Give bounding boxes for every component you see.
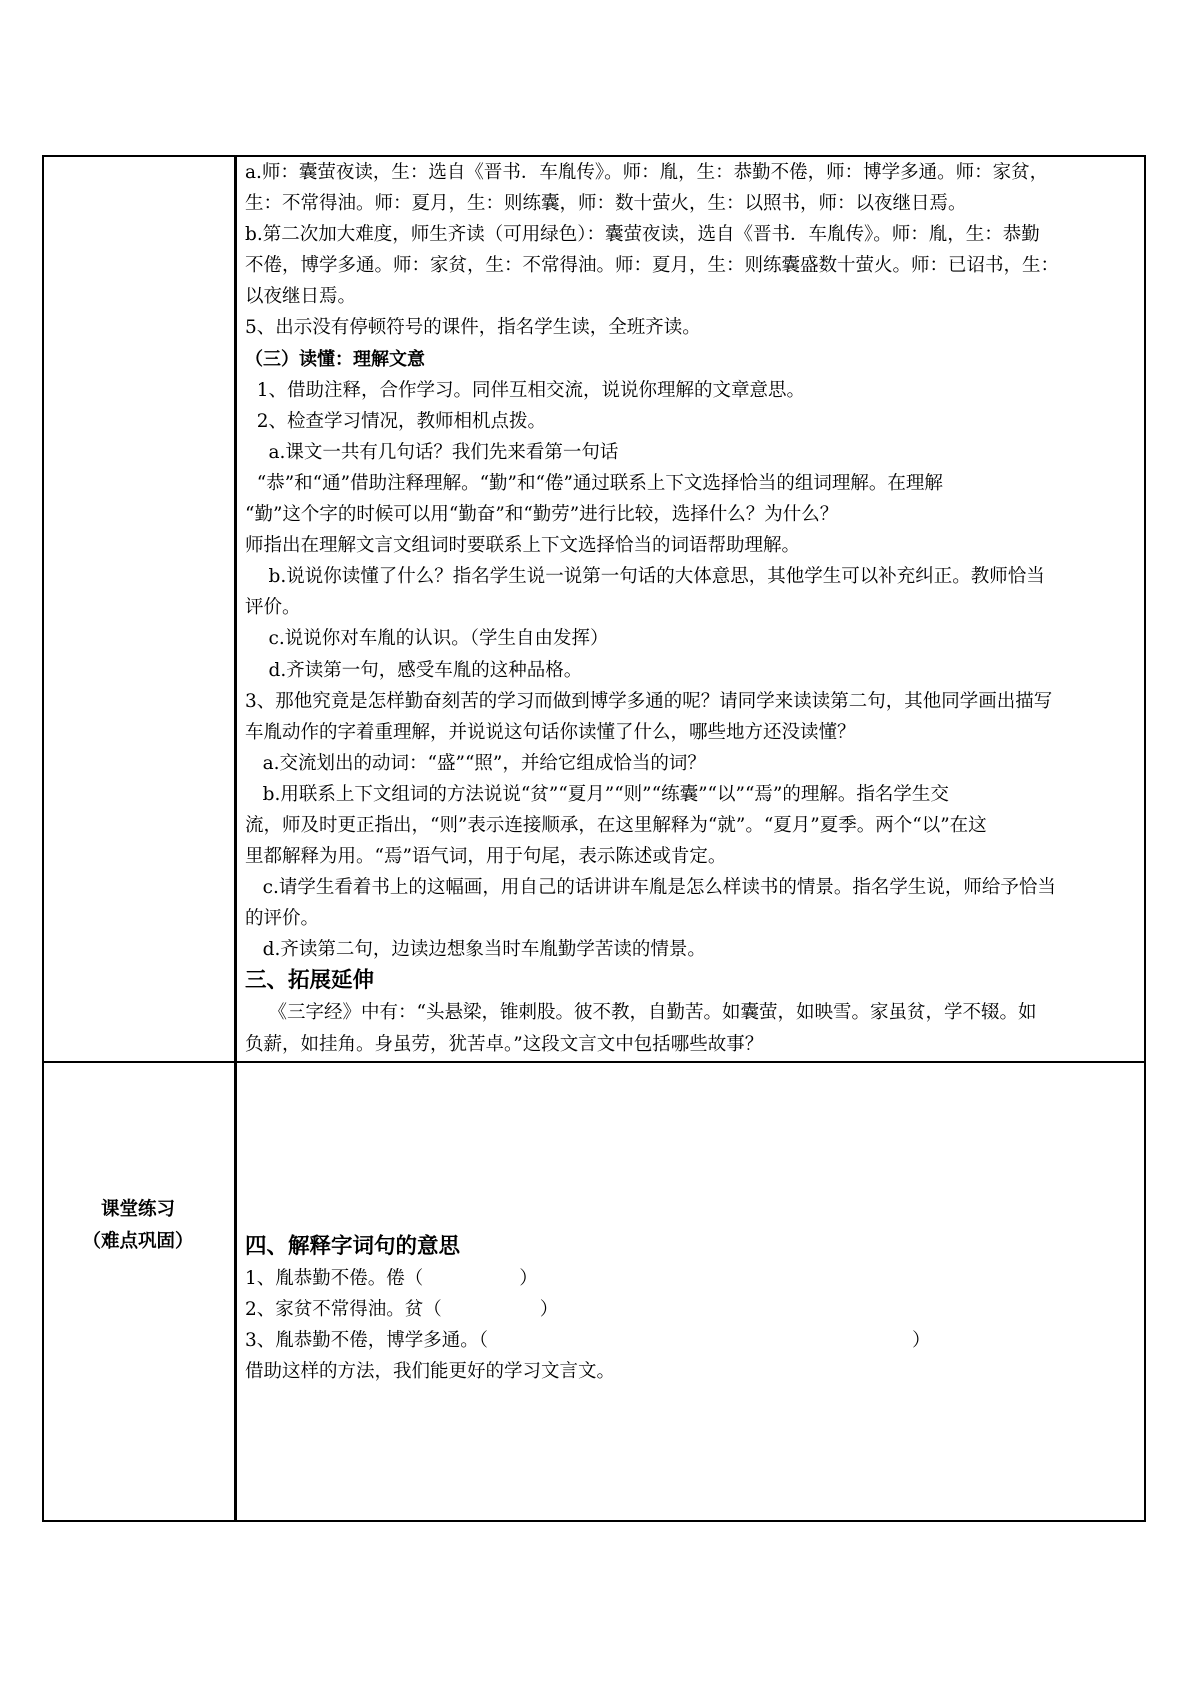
lesson-table (42, 155, 1146, 1522)
content-line: 的评价。 (245, 908, 320, 930)
subheading-reading: （三）读懂：理解文意 (245, 348, 425, 370)
content-line: 师指出在理解文言文组词时要联系上下文选择恰当的词语帮助理解。 (245, 535, 801, 557)
section-heading-extension: 三、拓展延伸 (245, 968, 375, 994)
content-line: c.请学生看着书上的这幅画，用自己的话讲讲车胤是怎么样读书的情景。指名学生说，师给予恰当 (245, 877, 1056, 899)
content-line: d.齐读第二句，边读边想象当时车胤勤学苦读的情景。 (245, 939, 706, 961)
content-line: 不倦，博学多通。师：家贫，生：不常得油。师：夏月，生：则练囊盛数十萤火。师：已诏书，生： (245, 255, 1060, 277)
content-line: a.课文一共有几句话？我们先来看第一句话 (245, 441, 619, 463)
question-close: ） (519, 1268, 538, 1289)
table-divider-vertical (234, 155, 237, 1522)
content-line: 《三字经》中有：“头悬梁，锥刺股。彼不教，自勤苦。如囊萤，如映雪。家虽贫，学不辍。如 (245, 1002, 1037, 1024)
practice-content-cell (238, 1231, 1182, 1387)
question-text: 2、家贫不常得油。贫（ (245, 1299, 442, 1321)
question-text: 1、胤恭勤不倦。倦（ (245, 1268, 424, 1289)
content-line: “勤”这个字的时候可以用“勤奋”和“勤劳”进行比较，选择什么？为什么？ (245, 504, 839, 526)
content-line: b.第二次加大难度，师生齐读（可用绿色）：囊萤夜读，选自《晋书．车胤传》。师：胤，生：恭勤 (245, 224, 1040, 246)
content-line: d.齐读第一句，感受车胤的这种品格。 (245, 659, 583, 681)
content-line: 评价。 (245, 597, 301, 619)
practice-label: 课堂练习 (100, 1199, 175, 1220)
table-border-left (42, 155, 44, 1522)
content-line: c.说说你对车胤的认识。（学生自由发挥） (245, 628, 609, 650)
question-2 (245, 1294, 1182, 1325)
content-line: 车胤动作的字着重理解，并说说这句话你读懂了什么，哪些地方还没读懂？ (245, 721, 856, 743)
table-border-bottom (42, 1520, 1146, 1522)
content-line: 5、出示没有停顿符号的课件，指名学生读，全班齐读。 (245, 317, 701, 339)
question-3 (245, 1325, 1182, 1356)
content-line: 负薪，如挂角。身虽劳，犹苦卓。”这段文言文中包括哪些故事？ (245, 1033, 764, 1055)
content-line: “恭”和“通”借助注释理解。“勤”和“倦”通过联系上下文选择恰当的组词理解。在理解 (245, 472, 943, 494)
content-line: 流，师及时更正指出，“则”表示连接顺承，在这里解释为“就”。“夏月”夏季。两个“以”在这 (245, 814, 987, 836)
content-line: b.用联系上下文组词的方法说说“贫”“夏月”“则”“练囊”“以”“焉”的理解。指名学生交 (245, 783, 949, 805)
question-1 (245, 1263, 1182, 1294)
question-close: ） (912, 1330, 931, 1352)
question-close: ） (539, 1299, 559, 1321)
content-line: 2、检查学习情况，教师相机点拨。 (245, 410, 547, 432)
content-line: a.交流划出的动词：“盛”“照”，并给它组成恰当的词？ (245, 752, 706, 774)
content-line: a.师：囊萤夜读，生：选自《晋书．车胤传》。师：胤，生：恭勤不倦，师：博学多通。师：家贫， (245, 162, 1049, 183)
lesson-content-cell (238, 157, 1182, 1060)
question-text: 3、胤恭勤不倦，博学多通。（ (245, 1330, 489, 1352)
content-line: 以夜继日焉。 (245, 286, 357, 308)
practice-sublabel: （难点巩固） (82, 1231, 194, 1252)
table-divider-horizontal (42, 1061, 1146, 1063)
section-heading-practice: 四、解释字词句的意思 (245, 1234, 461, 1259)
content-line: 里都解释为用。“焉”语气词，用于句尾，表示陈述或肯定。 (245, 846, 727, 868)
content-line: 1、借助注释，合作学习。同伴互相交流，说说你理解的文章意思。 (245, 379, 806, 401)
practice-label-cell (42, 1194, 234, 1258)
content-line: 3、那他究竟是怎样勤奋刻苦的学习而做到博学多通的呢？请同学来读读第二句，其他同学画出描写 (245, 690, 1053, 712)
content-line: 生：不常得油。师：夏月，生：则练囊，师：数十萤火，生：以照书，师：以夜继日焉。 (245, 193, 967, 215)
content-line: b.说说你读懂了什么？指名学生说一说第一句话的大体意思，其他学生可以补充纠正。教师恰当 (245, 566, 1045, 588)
closing-line: 借助这样的方法，我们能更好的学习文言文。 (245, 1361, 616, 1383)
